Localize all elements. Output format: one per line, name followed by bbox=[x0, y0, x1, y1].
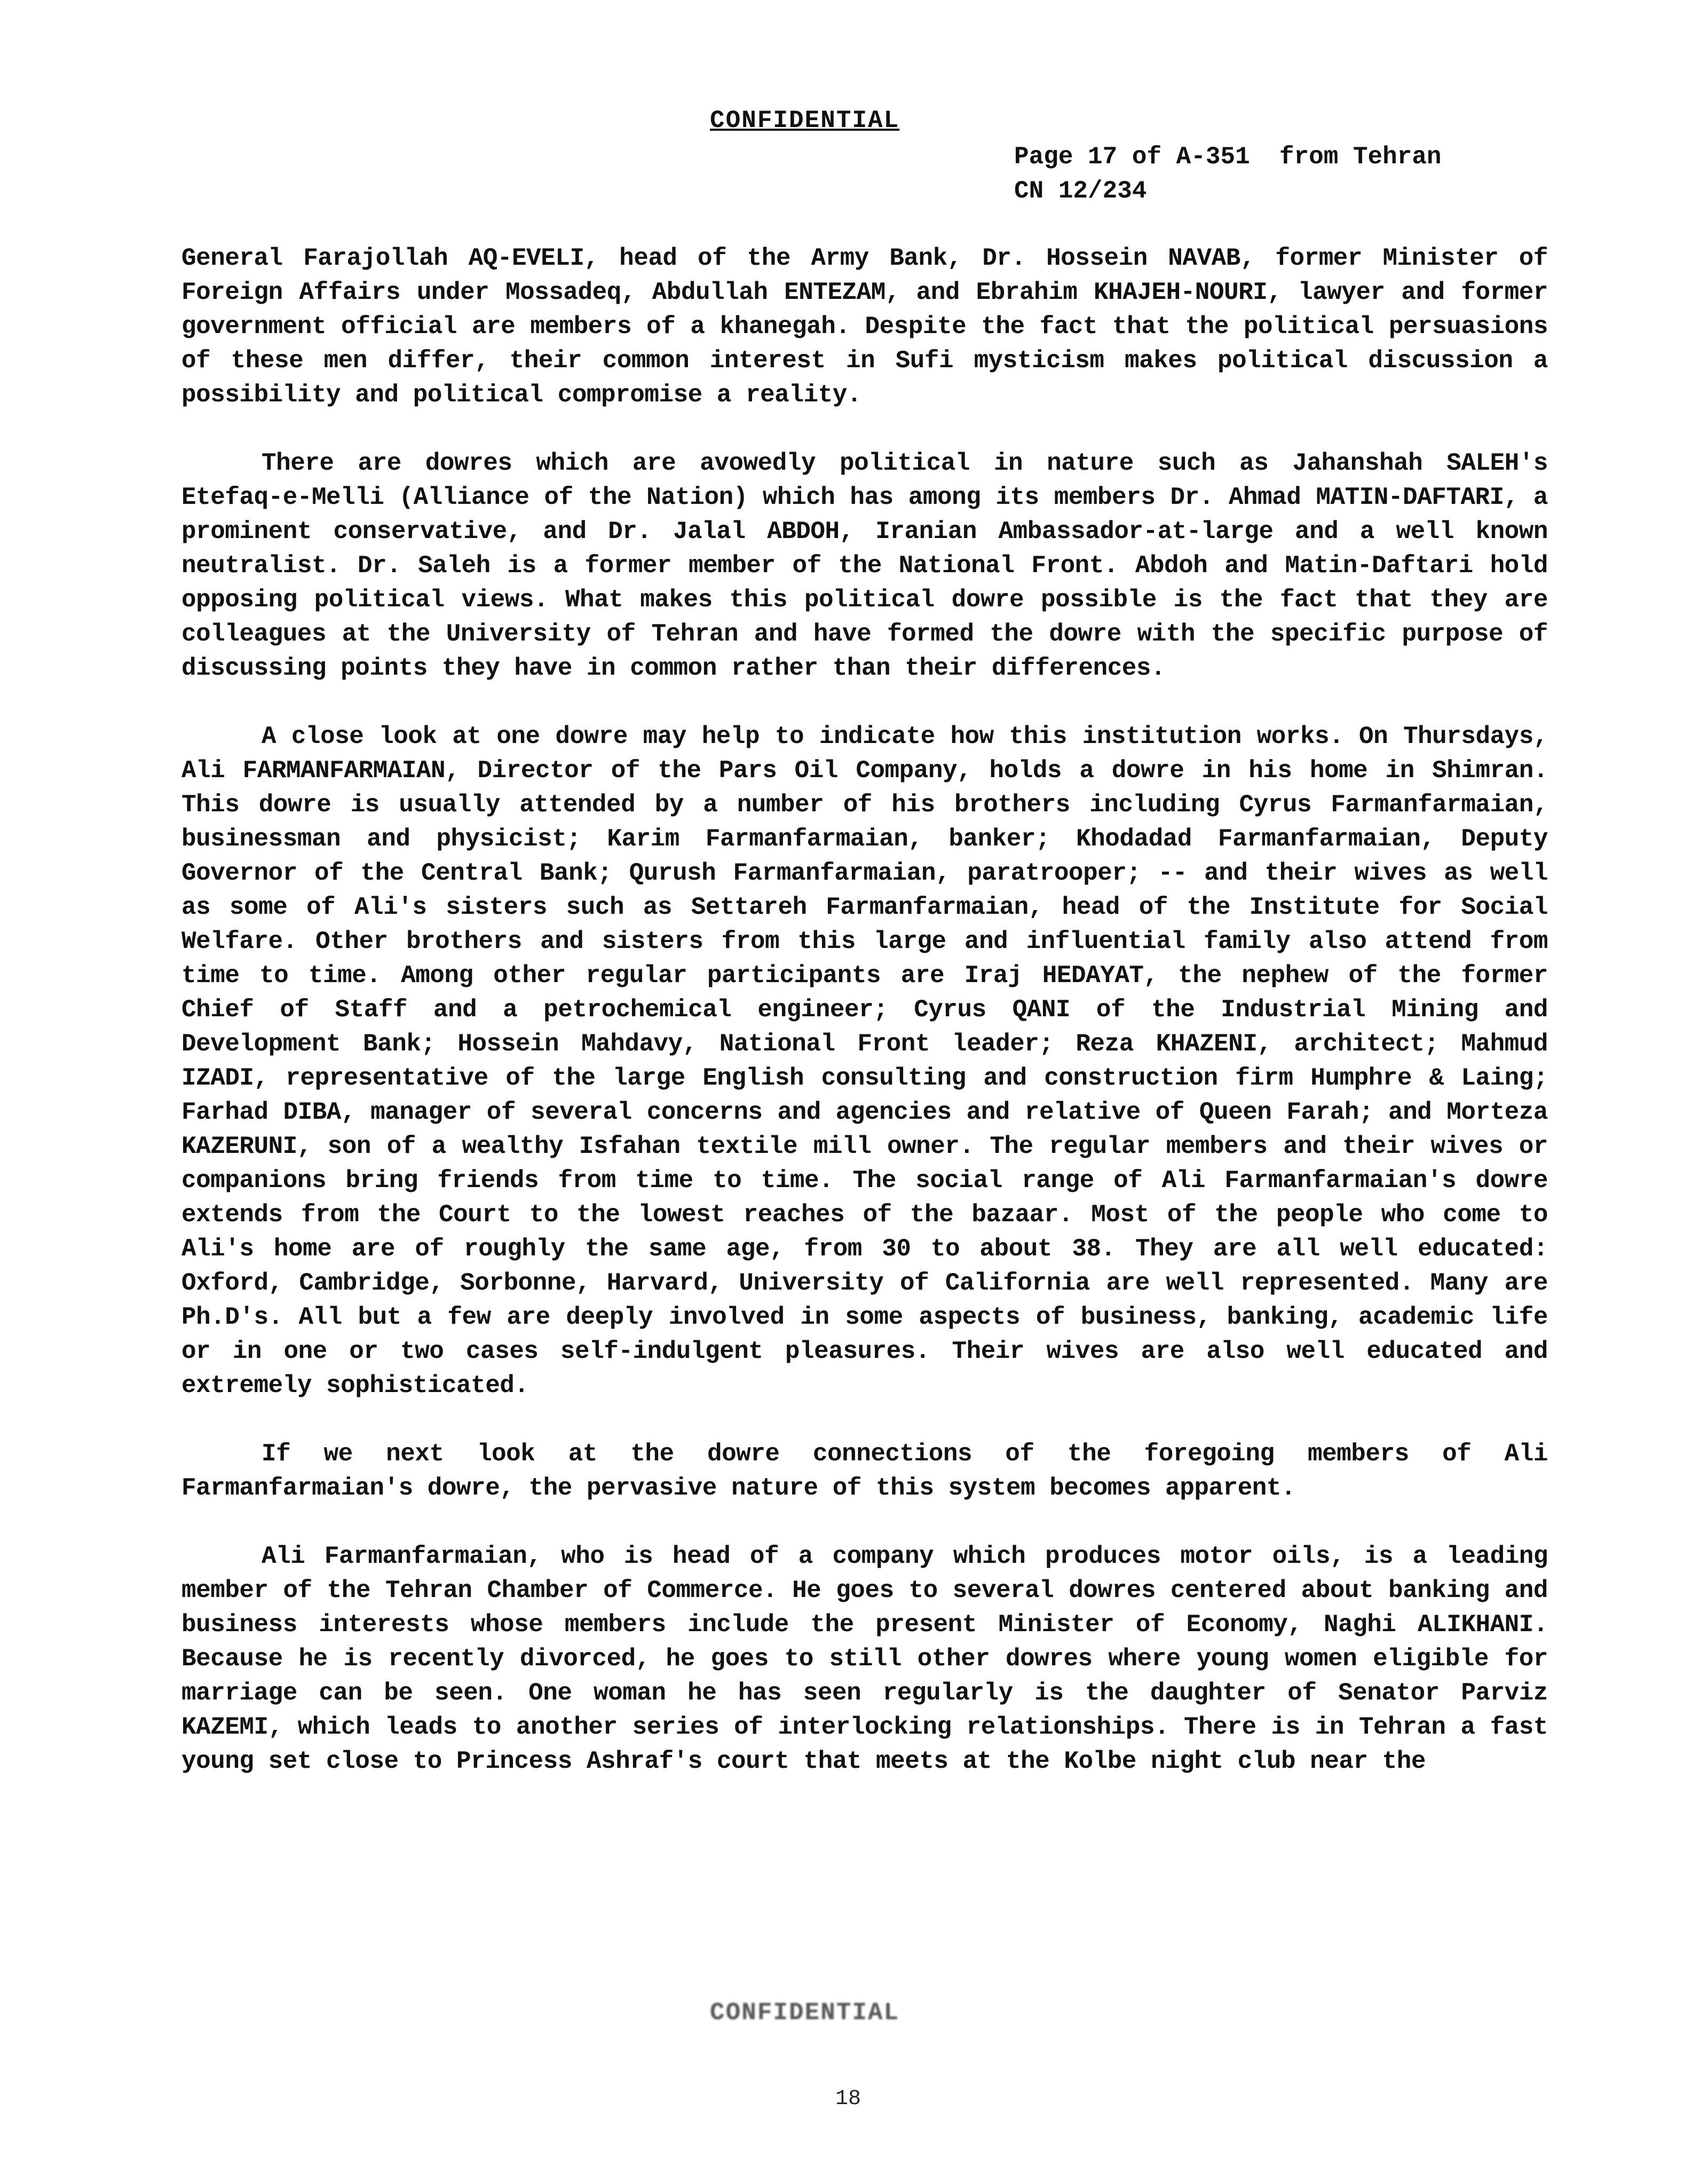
paragraph-khanegah: General Farajollah AQ-EVELI, head of the Army Bank, Dr. Hossein NAVAB, former Minister of Foreign Affairs under Mossadeq, Abdullah ENTEZAM, and Ebrahim KHAJEH-NOURI, lawyer and former government official are members of a khanegah. Despite the fact that the political persuasions of these men differ, their common interest in Sufi mysticism makes political discussion a possibility and political compromise a reality. bbox=[181, 244, 1548, 409]
document-body bbox=[181, 241, 1548, 1813]
classification-footer: CONFIDENTIAL bbox=[710, 1999, 900, 2027]
paragraph-farmanfarmaian-dowre: A close look at one dowre may help to indicate how this institution works. On Thursdays, Ali FARMANFARMAIAN, Director of the Pars Oil Company, holds a dowre in his home in Shimran. This dowre is usually attended by a number of his brothers including Cyrus Farmanfarmaian, businessman and physicist; Karim Farmanfarmaian, banker; Khodadad Farmanfarmaian, Deputy Governor of the Central Bank; Qurush Farmanfarmaian, paratrooper; -- and their wives as well as some of Ali's sisters such as Settareh Farmanfarmaian, head of the Institute for Social Welfare. Other brothers and sisters from this large and influential family also attend from time to time. Among other regular participants are Iraj HEDAYAT, the nephew of the former Chief of Staff and a petrochemical engineer; Cyrus QANI of the Industrial Mining and Development Bank; Hossein Mahdavy, National Front leader; Reza KHAZENI, architect; Mahmud IZADI, representative of the large English consulting and construction firm Humphre & Laing; Farhad DIBA, manager of several concerns and agencies and relative of Queen Farah; and Morteza KAZERUNI, son of a wealthy Isfahan textile mill owner. The regular members and their wives or companions bring friends from time to time. The social range of Ali Farmanfarmaian's dowre extends from the Court to the lowest reaches of the bazaar. Most of the people who come to Ali's home are of roughly the same age, from 30 to about 38. They are all well educated: Oxford, Cambridge, Sorbonne, Harvard, University of California are well represented. Many are Ph.D's. All but a few are deeply involved in some aspects of business, banking, academic life or in one or two cases self-indulgent pleasures. Their wives are also well educated and extremely sophisticated. bbox=[181, 723, 1548, 1400]
page-number: 18 bbox=[835, 2087, 861, 2111]
paragraph-dowre-connections: If we next look at the dowre connections of the foregoing members of Ali Farmanfarmaian's dowre, the pervasive nature of this system becomes apparent. bbox=[181, 1440, 1548, 1502]
paragraph-political-dowres: There are dowres which are avowedly political in nature such as Jahanshah SALEH's Etefaq-e-Melli (Alliance of the Nation) which has among its members Dr. Ahmad MATIN-DAFTARI, a prominent conservative, and Dr. Jalal ABDOH, Iranian Ambassador-at-large and a well known neutralist. Dr. Saleh is a former member of the National Front. Abdoh and Matin-Daftari hold opposing political views. What makes this political dowre possible is the fact that they are colleagues at the University of Tehran and have formed the dowre with the specific purpose of discussing points they have in common rather than their differences. bbox=[181, 449, 1548, 682]
page-reference bbox=[1014, 140, 1442, 208]
classification-header: CONFIDENTIAL bbox=[710, 107, 900, 135]
page-ref-line: Page 17 of A-351 from Tehran bbox=[1014, 143, 1442, 171]
file-ref-line: CN 12/234 bbox=[1014, 177, 1147, 205]
paragraph-ali-farmanfarmaian: Ali Farmanfarmaian, who is head of a company which produces motor oils, is a leading member of the Tehran Chamber of Commerce. He goes to several dowres centered about banking and business interests whose members include the present Minister of Economy, Naghi ALIKHANI. Because he is recently divorced, he goes to still other dowres where young women eligible for marriage can be seen. One woman he has seen regularly is the daughter of Senator Parviz KAZEMI, which leads to another series of interlocking relationships. There is in Tehran a fast young set close to Princess Ashraf's court that meets at the Kolbe night club near the bbox=[181, 1543, 1548, 1775]
